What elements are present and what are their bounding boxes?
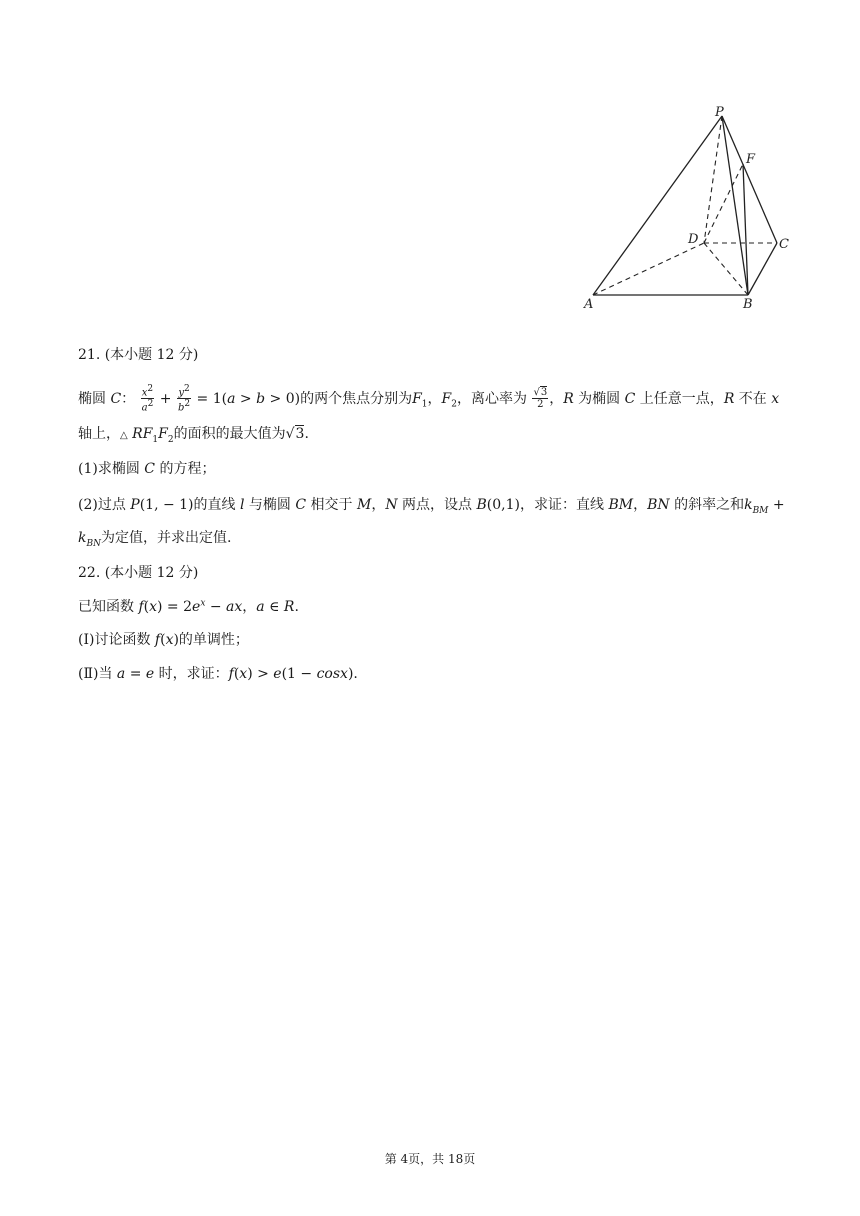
var-R: R: [283, 599, 295, 615]
paren: (: [143, 599, 150, 615]
text: 为椭圆: [573, 390, 625, 407]
paren: (: [233, 666, 240, 682]
var-C: C: [144, 461, 155, 477]
label-C: C: [779, 237, 789, 252]
var-BN: BN: [647, 497, 670, 513]
ellipse-equation: $\frac{x^2}{a^2}$ + $\frac{y^2}{b^2}$ = 1(a > b > 0): [141, 384, 301, 414]
q21-part-2-cont: [78, 527, 231, 549]
point-coords: (0,1): [486, 497, 520, 513]
var-C: C: [295, 497, 307, 513]
var-k: k: [744, 497, 753, 513]
text: (Ⅱ)当: [78, 666, 117, 682]
q22-part-2: [78, 663, 358, 683]
var-x: x: [149, 599, 158, 615]
q21-header: 21. (本小题 12 分): [78, 347, 199, 363]
edge-DF: [704, 164, 743, 243]
var-e: e: [145, 666, 155, 682]
text: 的直线: [193, 497, 240, 513]
var-ax: ax: [226, 599, 243, 615]
period: .: [304, 426, 309, 442]
text: 两点，设点: [397, 497, 477, 513]
q22-header: 22. (本小题 12 分): [78, 565, 199, 581]
var-B: B: [476, 497, 487, 513]
label-B: B: [743, 297, 753, 312]
var-N: N: [385, 497, 398, 513]
var-f: f: [138, 599, 144, 615]
var-R: R: [563, 390, 574, 407]
page-footer: 第 4页，共 18页: [384, 1152, 476, 1166]
text: (1)求椭圆: [78, 461, 145, 477]
var-C: C: [110, 390, 122, 407]
text: ，: [633, 497, 648, 513]
label-A: A: [584, 297, 594, 312]
text: (1 −: [281, 666, 317, 682]
label-D: D: [688, 232, 699, 247]
var-F: F: [158, 426, 168, 442]
var-f: f: [228, 666, 234, 682]
text: ，: [242, 599, 257, 615]
var-cosx: cosx: [316, 666, 348, 682]
var-k: k: [78, 530, 87, 546]
edge-PA: [593, 116, 722, 295]
text: ，: [427, 390, 442, 407]
exp-x: x: [200, 598, 206, 609]
var-x: x: [771, 390, 780, 407]
var-a: a: [256, 599, 265, 615]
text: ，: [549, 390, 564, 407]
var-M: M: [357, 497, 372, 513]
text: 不在: [734, 390, 772, 407]
var-f: f: [154, 632, 161, 648]
text: 与椭圆: [244, 497, 296, 513]
sqrt-3: 3: [295, 426, 305, 442]
var-RF: RF: [132, 426, 153, 442]
text: 的两个焦点分别为: [300, 390, 413, 407]
text: ).: [347, 666, 358, 682]
text: 上任意一点，: [635, 390, 724, 407]
var-l: l: [239, 497, 245, 513]
text: ) >: [247, 666, 274, 682]
text: +: [768, 497, 785, 513]
edge-AD: [593, 243, 704, 295]
edge-BC: [748, 243, 777, 295]
sub-BN: BN: [86, 538, 101, 549]
text: ∈: [264, 599, 284, 615]
var-R: R: [723, 390, 735, 407]
q22-line-1: [78, 596, 299, 616]
triangle-symbol: △: [120, 430, 128, 441]
label-F: F: [746, 152, 756, 167]
q21-part-2: [78, 494, 785, 516]
var-P: P: [130, 497, 140, 513]
point-coords: (1, − 1): [139, 497, 194, 513]
text: ) = 2: [157, 599, 193, 615]
text: ，: [371, 497, 386, 513]
text: ：: [121, 390, 136, 407]
var-x: x: [239, 666, 248, 682]
text: )的单调性；: [173, 632, 249, 648]
pyramid-figure: [580, 100, 800, 316]
q22-part-1: [78, 629, 249, 649]
text: 的斜率之和: [669, 497, 745, 513]
var-C: C: [624, 390, 636, 407]
var-x: x: [165, 632, 174, 648]
text: (Ⅰ)讨论函数: [78, 632, 155, 648]
var-F: F: [412, 390, 422, 407]
text: 已知函数: [78, 599, 139, 615]
text: (2)过点: [78, 497, 131, 513]
q21-part-1: [78, 458, 215, 478]
period: .: [294, 599, 299, 615]
text: 为定值，并求出定值.: [100, 530, 232, 546]
label-P: P: [715, 105, 724, 120]
q21-line-1: 椭圆 C： $\frac{x^2}{a^2}$ + $\frac{y^2}{b^2}$ = 1(a > b > 0)的两个焦点分别为$F_1$，$F_2$，离心率为 $\frac{√3}{2}$ ，R 为椭圆 C 上任意一点，R 不在 x: [78, 384, 780, 414]
text: 的方程；: [155, 461, 216, 477]
q21-line-2: 轴上，△ $RF_1F_2$的面积的最大值为√3.: [78, 426, 309, 445]
text: 时，求证：: [154, 666, 229, 682]
text: ，离心率为: [456, 390, 527, 407]
eccentricity-fraction: $\frac{√3}{2}$: [533, 387, 548, 411]
paren: (: [160, 632, 166, 648]
text: 椭圆: [78, 390, 111, 407]
var-e: e: [273, 666, 282, 682]
text: 轴上，: [78, 426, 120, 442]
var-e: e: [192, 599, 201, 615]
text: 的面积的最大值为: [173, 426, 286, 442]
var-BM: BM: [608, 497, 634, 513]
text: ，求证：直线: [520, 497, 609, 513]
edge-PC: [722, 116, 777, 243]
var-a: a: [116, 666, 126, 682]
text: 相交于: [306, 497, 357, 513]
text: =: [125, 666, 146, 682]
text: −: [205, 599, 227, 615]
sub-BM: BM: [752, 505, 769, 516]
